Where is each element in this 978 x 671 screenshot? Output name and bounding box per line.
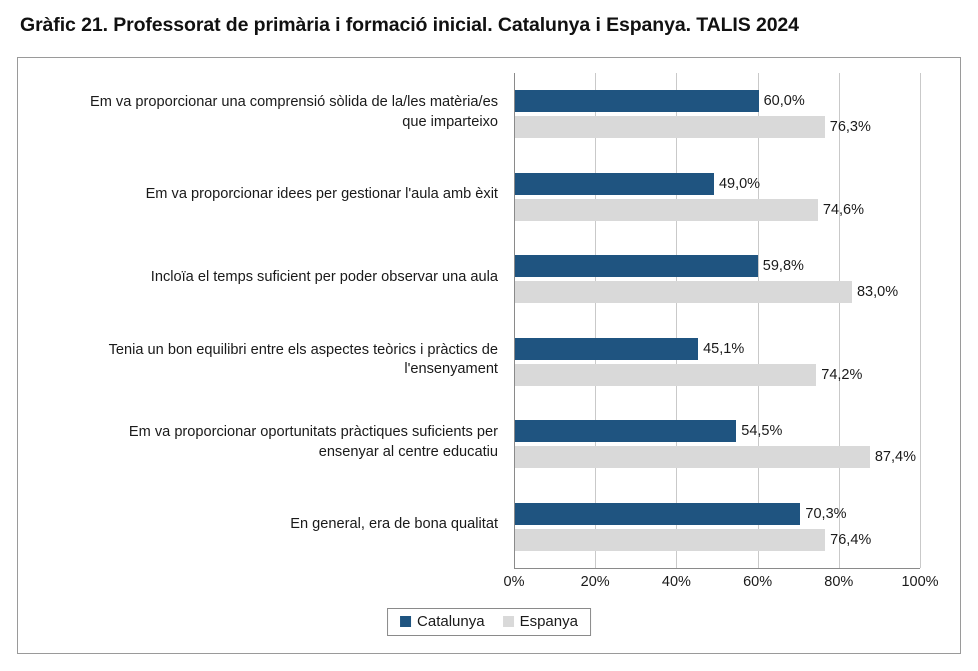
x-axis-tick-label: 100% <box>901 574 939 590</box>
bar-value-label-espanya: 76,4% <box>830 531 872 548</box>
x-axis-tick-label: 60% <box>743 574 773 590</box>
category-label: Tenia un bon equilibri entre els aspectes teòrics i pràctics de l'ensenyament <box>108 341 498 378</box>
bar-espanya <box>515 116 825 138</box>
x-axis-tick-label: 0% <box>503 574 525 590</box>
category-label: En general, era de bona qualitat <box>290 516 498 533</box>
legend <box>387 608 591 636</box>
bar-value-label-espanya: 74,6% <box>822 201 864 218</box>
gridline <box>920 73 921 568</box>
bar-catalunya <box>515 255 758 277</box>
x-axis-tick-label: 40% <box>661 574 691 590</box>
legend-label-espanya: Espanya <box>519 613 578 630</box>
bar-catalunya <box>515 173 714 195</box>
category-label: Incloïa el temps suficient per poder observar una aula <box>150 268 498 285</box>
plot-area <box>89 73 920 568</box>
bar-value-label-espanya: 87,4% <box>874 449 916 466</box>
x-axis-tick-label: 80% <box>824 574 854 590</box>
bar-espanya <box>515 446 870 468</box>
category-label: Em va proporcionar idees per gestionar l'aula amb èxit <box>145 186 498 203</box>
bar-catalunya <box>515 338 698 360</box>
bar-espanya <box>515 529 825 551</box>
bar-value-label-catalunya: 49,0% <box>718 175 761 192</box>
x-axis-tick-label: 20% <box>580 574 610 590</box>
bar-catalunya <box>515 503 800 525</box>
page-title: Gràfic 21. Professorat de primària i formació inicial. Catalunya i Espanya. TALIS 2024 <box>20 14 799 36</box>
bar-espanya <box>515 281 852 303</box>
bar-value-label-espanya: 76,3% <box>829 119 871 136</box>
legend-item-espanya <box>503 613 578 630</box>
bar-value-label-espanya: 74,2% <box>821 366 863 383</box>
legend-label-catalunya: Catalunya <box>417 613 485 630</box>
bar-catalunya <box>515 90 759 112</box>
category-label: Em va proporcionar oportunitats pràctiques suficients per ensenyar al centre educatiu <box>128 424 498 460</box>
x-axis-line <box>514 568 920 569</box>
bar-espanya <box>515 199 818 221</box>
bar-value-label-catalunya: 45,1% <box>703 340 745 357</box>
bar-value-label-catalunya: 60,0% <box>763 93 805 110</box>
bar-catalunya <box>515 420 736 442</box>
legend-swatch-icon <box>400 616 411 627</box>
category-label: Em va proporcionar una comprensió sòlida de la/les matèria/es que imparteixo <box>89 94 498 130</box>
legend-item-catalunya <box>400 613 485 630</box>
bar-value-label-espanya: 83,0% <box>856 284 899 301</box>
bar-value-label-catalunya: 59,8% <box>762 258 804 275</box>
bar-espanya <box>515 364 816 386</box>
bar-value-label-catalunya: 70,3% <box>805 505 847 522</box>
legend-swatch-icon <box>503 616 514 627</box>
bar-value-label-catalunya: 54,5% <box>741 423 783 440</box>
